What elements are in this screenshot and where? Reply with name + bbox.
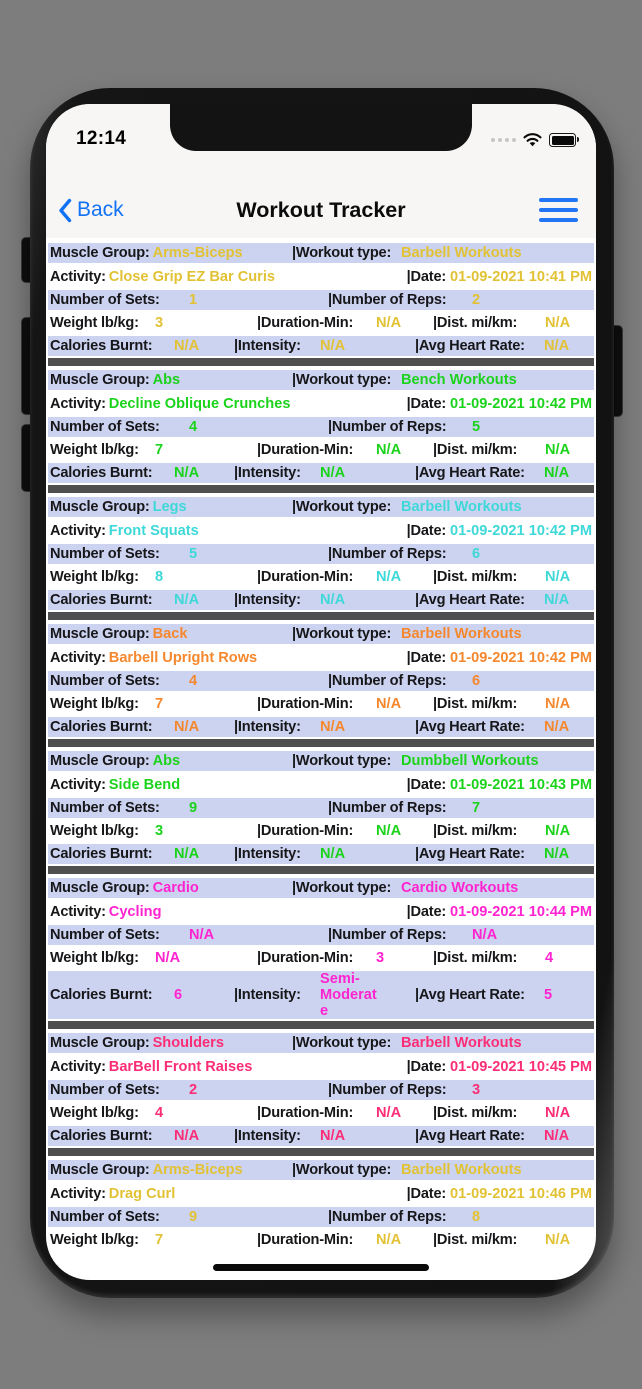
sets-label: Number of Sets:: [50, 673, 160, 689]
activity-label: Activity:: [50, 269, 106, 285]
date: [407, 523, 592, 539]
muscle-type-row: [48, 243, 594, 263]
muscle-group: [50, 1035, 292, 1051]
muscle-group-value: Legs: [152, 499, 187, 515]
reps-value: 2: [472, 292, 481, 308]
muscle-group-label: Muscle Group:: [50, 753, 150, 769]
weight-value: 7: [155, 442, 164, 458]
intensity-text: N/A: [320, 1128, 346, 1144]
sets-reps-row: [48, 544, 594, 564]
reps-value: 7: [472, 800, 481, 816]
activity-date-row: [48, 902, 594, 922]
intensity-label: |Intensity:: [234, 592, 301, 608]
distance-value: N/A: [545, 696, 571, 712]
back-button[interactable]: [58, 198, 124, 223]
intensity-text: N/A: [320, 846, 346, 862]
workout-type-value: Barbell Workouts: [401, 1035, 522, 1051]
duration-label: |Duration-Min:: [257, 823, 354, 839]
distance-label: |Dist. mi/km:: [433, 569, 518, 585]
distance-label: |Dist. mi/km:: [433, 315, 518, 331]
muscle-group-label: Muscle Group:: [50, 1035, 150, 1051]
clock: 12:14: [76, 128, 127, 149]
workout-card[interactable]: [46, 497, 596, 620]
activity-value: Drag Curl: [108, 1186, 176, 1202]
duration-label: |Duration-Min:: [257, 315, 354, 331]
calories-label: Calories Burnt:: [50, 338, 153, 354]
distance-value: N/A: [545, 1105, 571, 1121]
weight-value: 3: [155, 315, 164, 331]
muscle-group-value: Abs: [152, 753, 181, 769]
weight-duration-distance-row: [48, 1103, 594, 1123]
reps-label: |Number of Reps:: [328, 1209, 447, 1225]
workout-type-label: |Workout type:: [292, 626, 392, 642]
weight-label: Weight lb/kg:: [50, 315, 139, 331]
calories-value: N/A: [174, 846, 200, 862]
sets-label: Number of Sets:: [50, 292, 160, 308]
distance-value: N/A: [545, 569, 571, 585]
calories-value: N/A: [174, 592, 200, 608]
intensity-text: N/A: [320, 338, 346, 354]
intensity-label: |Intensity:: [234, 987, 301, 1003]
activity-value: BarBell Front Raises: [108, 1059, 253, 1075]
intensity-label: |Intensity:: [234, 1128, 301, 1144]
distance-label: |Dist. mi/km:: [433, 696, 518, 712]
phone-frame: [30, 88, 614, 1298]
intensity-label: |Intensity:: [234, 465, 301, 481]
weight-label: Weight lb/kg:: [50, 950, 139, 966]
reps-value: 5: [472, 419, 481, 435]
weight-duration-distance-row: [48, 948, 594, 968]
distance-value: 4: [545, 950, 554, 966]
date-value: 01-09-2021 10:46 PM: [450, 1186, 592, 1202]
workout-list: [46, 243, 596, 1280]
activity-date-row: [48, 267, 594, 287]
weight-value: 4: [155, 1105, 164, 1121]
heart-rate-label: |Avg Heart Rate:: [415, 987, 525, 1003]
muscle-group-value: Back: [152, 626, 188, 642]
date-label: |Date:: [406, 904, 447, 920]
phone-screen: [46, 104, 596, 1280]
workout-type-label: |Workout type:: [292, 1162, 392, 1178]
muscle-group: [50, 1162, 292, 1178]
calories-intensity-heart-row: [48, 336, 594, 356]
distance-label: |Dist. mi/km:: [433, 442, 518, 458]
workout-card[interactable]: [46, 751, 596, 874]
date-value: 01-09-2021 10:42 PM: [450, 650, 592, 666]
weight-value: 8: [155, 569, 164, 585]
calories-label: Calories Burnt:: [50, 592, 153, 608]
intensity-text: N/A: [320, 592, 346, 608]
date: [407, 396, 592, 412]
date-label: |Date:: [406, 396, 447, 412]
sets-label: Number of Sets:: [50, 800, 160, 816]
sets-label: Number of Sets:: [50, 1209, 160, 1225]
date-value: 01-09-2021 10:45 PM: [450, 1059, 592, 1075]
workout-type-label: |Workout type:: [292, 1035, 392, 1051]
activity-label: Activity:: [50, 904, 106, 920]
card-separator: [48, 485, 594, 493]
weight-duration-distance-row: [48, 821, 594, 841]
bottom-safe-area: [46, 1250, 596, 1280]
muscle-group-value: Arms-Biceps: [152, 245, 243, 261]
duration-label: |Duration-Min:: [257, 442, 354, 458]
sets-label: Number of Sets:: [50, 419, 160, 435]
duration-value: N/A: [376, 696, 402, 712]
duration-label: |Duration-Min:: [257, 950, 354, 966]
heart-rate-value: N/A: [544, 846, 570, 862]
date-label: |Date:: [406, 650, 447, 666]
distance-label: |Dist. mi/km:: [433, 823, 518, 839]
date-value: 01-09-2021 10:41 PM: [450, 269, 592, 285]
activity-value: Cycling: [108, 904, 162, 920]
reps-label: |Number of Reps:: [328, 1082, 447, 1098]
reps-value: 8: [472, 1209, 481, 1225]
weight-value: N/A: [155, 950, 181, 966]
calories-value: N/A: [174, 719, 200, 735]
muscle-type-row: [48, 1033, 594, 1053]
muscle-type-row: [48, 497, 594, 517]
muscle-group: [50, 626, 292, 642]
muscle-type-row: [48, 1160, 594, 1180]
wifi-icon: [523, 133, 542, 147]
intensity-text: N/A: [320, 719, 346, 735]
activity-value: Decline Oblique Crunches: [108, 396, 291, 412]
sets-reps-row: [48, 1207, 594, 1227]
weight-label: Weight lb/kg:: [50, 1232, 139, 1248]
workout-type-value: Cardio Workouts: [401, 880, 519, 896]
sets-reps-row: [48, 798, 594, 818]
navigation-bar: [46, 182, 596, 238]
intensity-label: |Intensity:: [234, 719, 301, 735]
date: [407, 269, 592, 285]
intensity-value: [308, 338, 415, 354]
card-separator: [48, 1021, 594, 1029]
heart-rate-value: 5: [544, 987, 553, 1003]
date-label: |Date:: [406, 1186, 447, 1202]
workout-type-value: Dumbbell Workouts: [401, 753, 539, 769]
calories-intensity-heart-row: [48, 1126, 594, 1146]
card-separator: [48, 358, 594, 366]
calories-intensity-heart-row: [48, 971, 594, 1019]
sets-reps-row: [48, 417, 594, 437]
workout-type-label: |Workout type:: [292, 499, 392, 515]
weight-duration-distance-row: [48, 313, 594, 333]
workout-type-value: Barbell Workouts: [401, 1162, 522, 1178]
distance-label: |Dist. mi/km:: [433, 1232, 518, 1248]
reps-value: 6: [472, 546, 481, 562]
activity-label: Activity:: [50, 523, 106, 539]
intensity-value: [308, 971, 415, 1019]
date-label: |Date:: [406, 269, 447, 285]
muscle-group-value: Arms-Biceps: [152, 1162, 243, 1178]
muscle-group-label: Muscle Group:: [50, 499, 150, 515]
reps-label: |Number of Reps:: [328, 292, 447, 308]
calories-label: Calories Burnt:: [50, 846, 153, 862]
muscle-type-row: [48, 624, 594, 644]
weight-label: Weight lb/kg:: [50, 696, 139, 712]
intensity-label: |Intensity:: [234, 846, 301, 862]
date: [407, 650, 592, 666]
heart-rate-value: N/A: [544, 338, 570, 354]
reps-value: 3: [472, 1082, 481, 1098]
duration-value: N/A: [376, 315, 402, 331]
activity-date-row: [48, 648, 594, 668]
workout-type-value: Barbell Workouts: [401, 245, 522, 261]
heart-rate-value: N/A: [544, 1128, 570, 1144]
intensity-text: Semi-Moderate: [320, 971, 377, 1019]
hamburger-menu-button[interactable]: [537, 194, 580, 226]
workout-card[interactable]: [46, 878, 596, 1029]
workout-type-value: Barbell Workouts: [401, 626, 522, 642]
calories-value: 6: [174, 987, 183, 1003]
cellular-signal-icon: [491, 138, 516, 142]
heart-rate-label: |Avg Heart Rate:: [415, 465, 525, 481]
muscle-group-value: Abs: [152, 372, 181, 388]
distance-value: N/A: [545, 315, 571, 331]
activity-value: Barbell Upright Rows: [108, 650, 258, 666]
sets-reps-row: [48, 925, 594, 945]
date-label: |Date:: [406, 1059, 447, 1075]
workout-type-label: |Workout type:: [292, 372, 392, 388]
distance-value: N/A: [545, 1232, 571, 1248]
sets-reps-row: [48, 671, 594, 691]
calories-label: Calories Burnt:: [50, 719, 153, 735]
muscle-type-row: [48, 370, 594, 390]
workout-type-value: Barbell Workouts: [401, 499, 522, 515]
reps-value: 6: [472, 673, 481, 689]
card-separator: [48, 739, 594, 747]
duration-label: |Duration-Min:: [257, 1105, 354, 1121]
heart-rate-value: N/A: [544, 465, 570, 481]
heart-rate-value: N/A: [544, 592, 570, 608]
duration-value: N/A: [376, 442, 402, 458]
date-value: 01-09-2021 10:44 PM: [450, 904, 592, 920]
page-title: Workout Tracker: [236, 197, 406, 222]
weight-value: 7: [155, 696, 164, 712]
reps-label: |Number of Reps:: [328, 419, 447, 435]
weight-duration-distance-row: [48, 694, 594, 714]
activity-value: Side Bend: [108, 777, 181, 793]
activity-label: Activity:: [50, 777, 106, 793]
distance-label: |Dist. mi/km:: [433, 950, 518, 966]
battery-icon: [549, 133, 576, 147]
sets-value: 9: [189, 800, 198, 816]
intensity-text: N/A: [320, 465, 346, 481]
weight-value: 3: [155, 823, 164, 839]
muscle-group: [50, 880, 292, 896]
weight-label: Weight lb/kg:: [50, 823, 139, 839]
home-indicator[interactable]: [213, 1264, 429, 1271]
date-value: 01-09-2021 10:42 PM: [450, 396, 592, 412]
sets-value: 4: [189, 419, 198, 435]
notch: [170, 104, 472, 151]
workout-type-value: Bench Workouts: [401, 372, 517, 388]
weight-duration-distance-row: [48, 567, 594, 587]
reps-label: |Number of Reps:: [328, 673, 447, 689]
muscle-group-value: Shoulders: [152, 1035, 224, 1051]
calories-intensity-heart-row: [48, 844, 594, 864]
heart-rate-label: |Avg Heart Rate:: [415, 846, 525, 862]
activity-date-row: [48, 394, 594, 414]
calories-value: N/A: [174, 338, 200, 354]
activity-date-row: [48, 1057, 594, 1077]
activity-value: Front Squats: [108, 523, 199, 539]
date-value: 01-09-2021 10:42 PM: [450, 523, 592, 539]
date-label: |Date:: [406, 523, 447, 539]
muscle-type-row: [48, 751, 594, 771]
activity-value: Close Grip EZ Bar Curis: [108, 269, 276, 285]
workout-card[interactable]: [46, 370, 596, 493]
muscle-group: [50, 499, 292, 515]
muscle-group-label: Muscle Group:: [50, 372, 150, 388]
duration-value: N/A: [376, 569, 402, 585]
intensity-value: [308, 719, 415, 735]
workout-card[interactable]: [46, 243, 596, 366]
activity-label: Activity:: [50, 396, 106, 412]
muscle-group: [50, 753, 292, 769]
sets-value: 1: [189, 292, 198, 308]
card-separator: [48, 866, 594, 874]
duration-value: N/A: [376, 1105, 402, 1121]
muscle-type-row: [48, 878, 594, 898]
calories-value: N/A: [174, 465, 200, 481]
reps-value: N/A: [472, 927, 498, 943]
heart-rate-label: |Avg Heart Rate:: [415, 592, 525, 608]
workout-type-label: |Workout type:: [292, 880, 392, 896]
calories-value: N/A: [174, 1128, 200, 1144]
activity-date-row: [48, 521, 594, 541]
reps-label: |Number of Reps:: [328, 800, 447, 816]
back-button-label: Back: [77, 198, 124, 221]
date: [407, 1059, 592, 1075]
heart-rate-value: N/A: [544, 719, 570, 735]
intensity-value: [308, 592, 415, 608]
intensity-label: |Intensity:: [234, 338, 301, 354]
heart-rate-label: |Avg Heart Rate:: [415, 719, 525, 735]
date-value: 01-09-2021 10:43 PM: [450, 777, 592, 793]
calories-intensity-heart-row: [48, 590, 594, 610]
weight-duration-distance-row: [48, 440, 594, 460]
sets-value: N/A: [189, 927, 215, 943]
chevron-left-icon: [58, 198, 72, 223]
date: [407, 777, 592, 793]
distance-value: N/A: [545, 823, 571, 839]
date: [407, 904, 592, 920]
calories-label: Calories Burnt:: [50, 1128, 153, 1144]
sets-value: 9: [189, 1209, 198, 1225]
sets-value: 5: [189, 546, 198, 562]
muscle-group-label: Muscle Group:: [50, 626, 150, 642]
sets-value: 2: [189, 1082, 198, 1098]
date: [407, 1186, 592, 1202]
sets-reps-row: [48, 1080, 594, 1100]
reps-label: |Number of Reps:: [328, 927, 447, 943]
calories-label: Calories Burnt:: [50, 465, 153, 481]
workout-type-label: |Workout type:: [292, 753, 392, 769]
muscle-group: [50, 245, 292, 261]
muscle-group: [50, 372, 292, 388]
card-separator: [48, 612, 594, 620]
activity-label: Activity:: [50, 650, 106, 666]
weight-value: 7: [155, 1232, 164, 1248]
weight-label: Weight lb/kg:: [50, 442, 139, 458]
date-label: |Date:: [406, 777, 447, 793]
muscle-group-label: Muscle Group:: [50, 1162, 150, 1178]
activity-label: Activity:: [50, 1186, 106, 1202]
distance-value: N/A: [545, 442, 571, 458]
sets-label: Number of Sets:: [50, 927, 160, 943]
status-icons: [491, 133, 576, 150]
intensity-value: [308, 846, 415, 862]
duration-label: |Duration-Min:: [257, 1232, 354, 1248]
heart-rate-label: |Avg Heart Rate:: [415, 1128, 525, 1144]
muscle-group-label: Muscle Group:: [50, 880, 150, 896]
duration-label: |Duration-Min:: [257, 696, 354, 712]
sets-value: 4: [189, 673, 198, 689]
duration-value: 3: [376, 950, 385, 966]
workout-card[interactable]: [46, 1033, 596, 1156]
calories-intensity-heart-row: [48, 717, 594, 737]
duration-value: N/A: [376, 823, 402, 839]
duration-value: N/A: [376, 1232, 402, 1248]
reps-label: |Number of Reps:: [328, 546, 447, 562]
activity-date-row: [48, 775, 594, 795]
duration-label: |Duration-Min:: [257, 569, 354, 585]
workout-card[interactable]: [46, 624, 596, 747]
weight-label: Weight lb/kg:: [50, 569, 139, 585]
sets-reps-row: [48, 290, 594, 310]
sets-label: Number of Sets:: [50, 1082, 160, 1098]
sets-label: Number of Sets:: [50, 546, 160, 562]
intensity-value: [308, 465, 415, 481]
distance-label: |Dist. mi/km:: [433, 1105, 518, 1121]
muscle-group-label: Muscle Group:: [50, 245, 150, 261]
card-separator: [48, 1148, 594, 1156]
weight-label: Weight lb/kg:: [50, 1105, 139, 1121]
muscle-group-value: Cardio: [152, 880, 199, 896]
heart-rate-label: |Avg Heart Rate:: [415, 338, 525, 354]
calories-intensity-heart-row: [48, 463, 594, 483]
activity-label: Activity:: [50, 1059, 106, 1075]
workout-type-label: |Workout type:: [292, 245, 392, 261]
calories-label: Calories Burnt:: [50, 987, 153, 1003]
activity-date-row: [48, 1184, 594, 1204]
weight-duration-distance-row: [48, 1230, 594, 1250]
intensity-value: [308, 1128, 415, 1144]
